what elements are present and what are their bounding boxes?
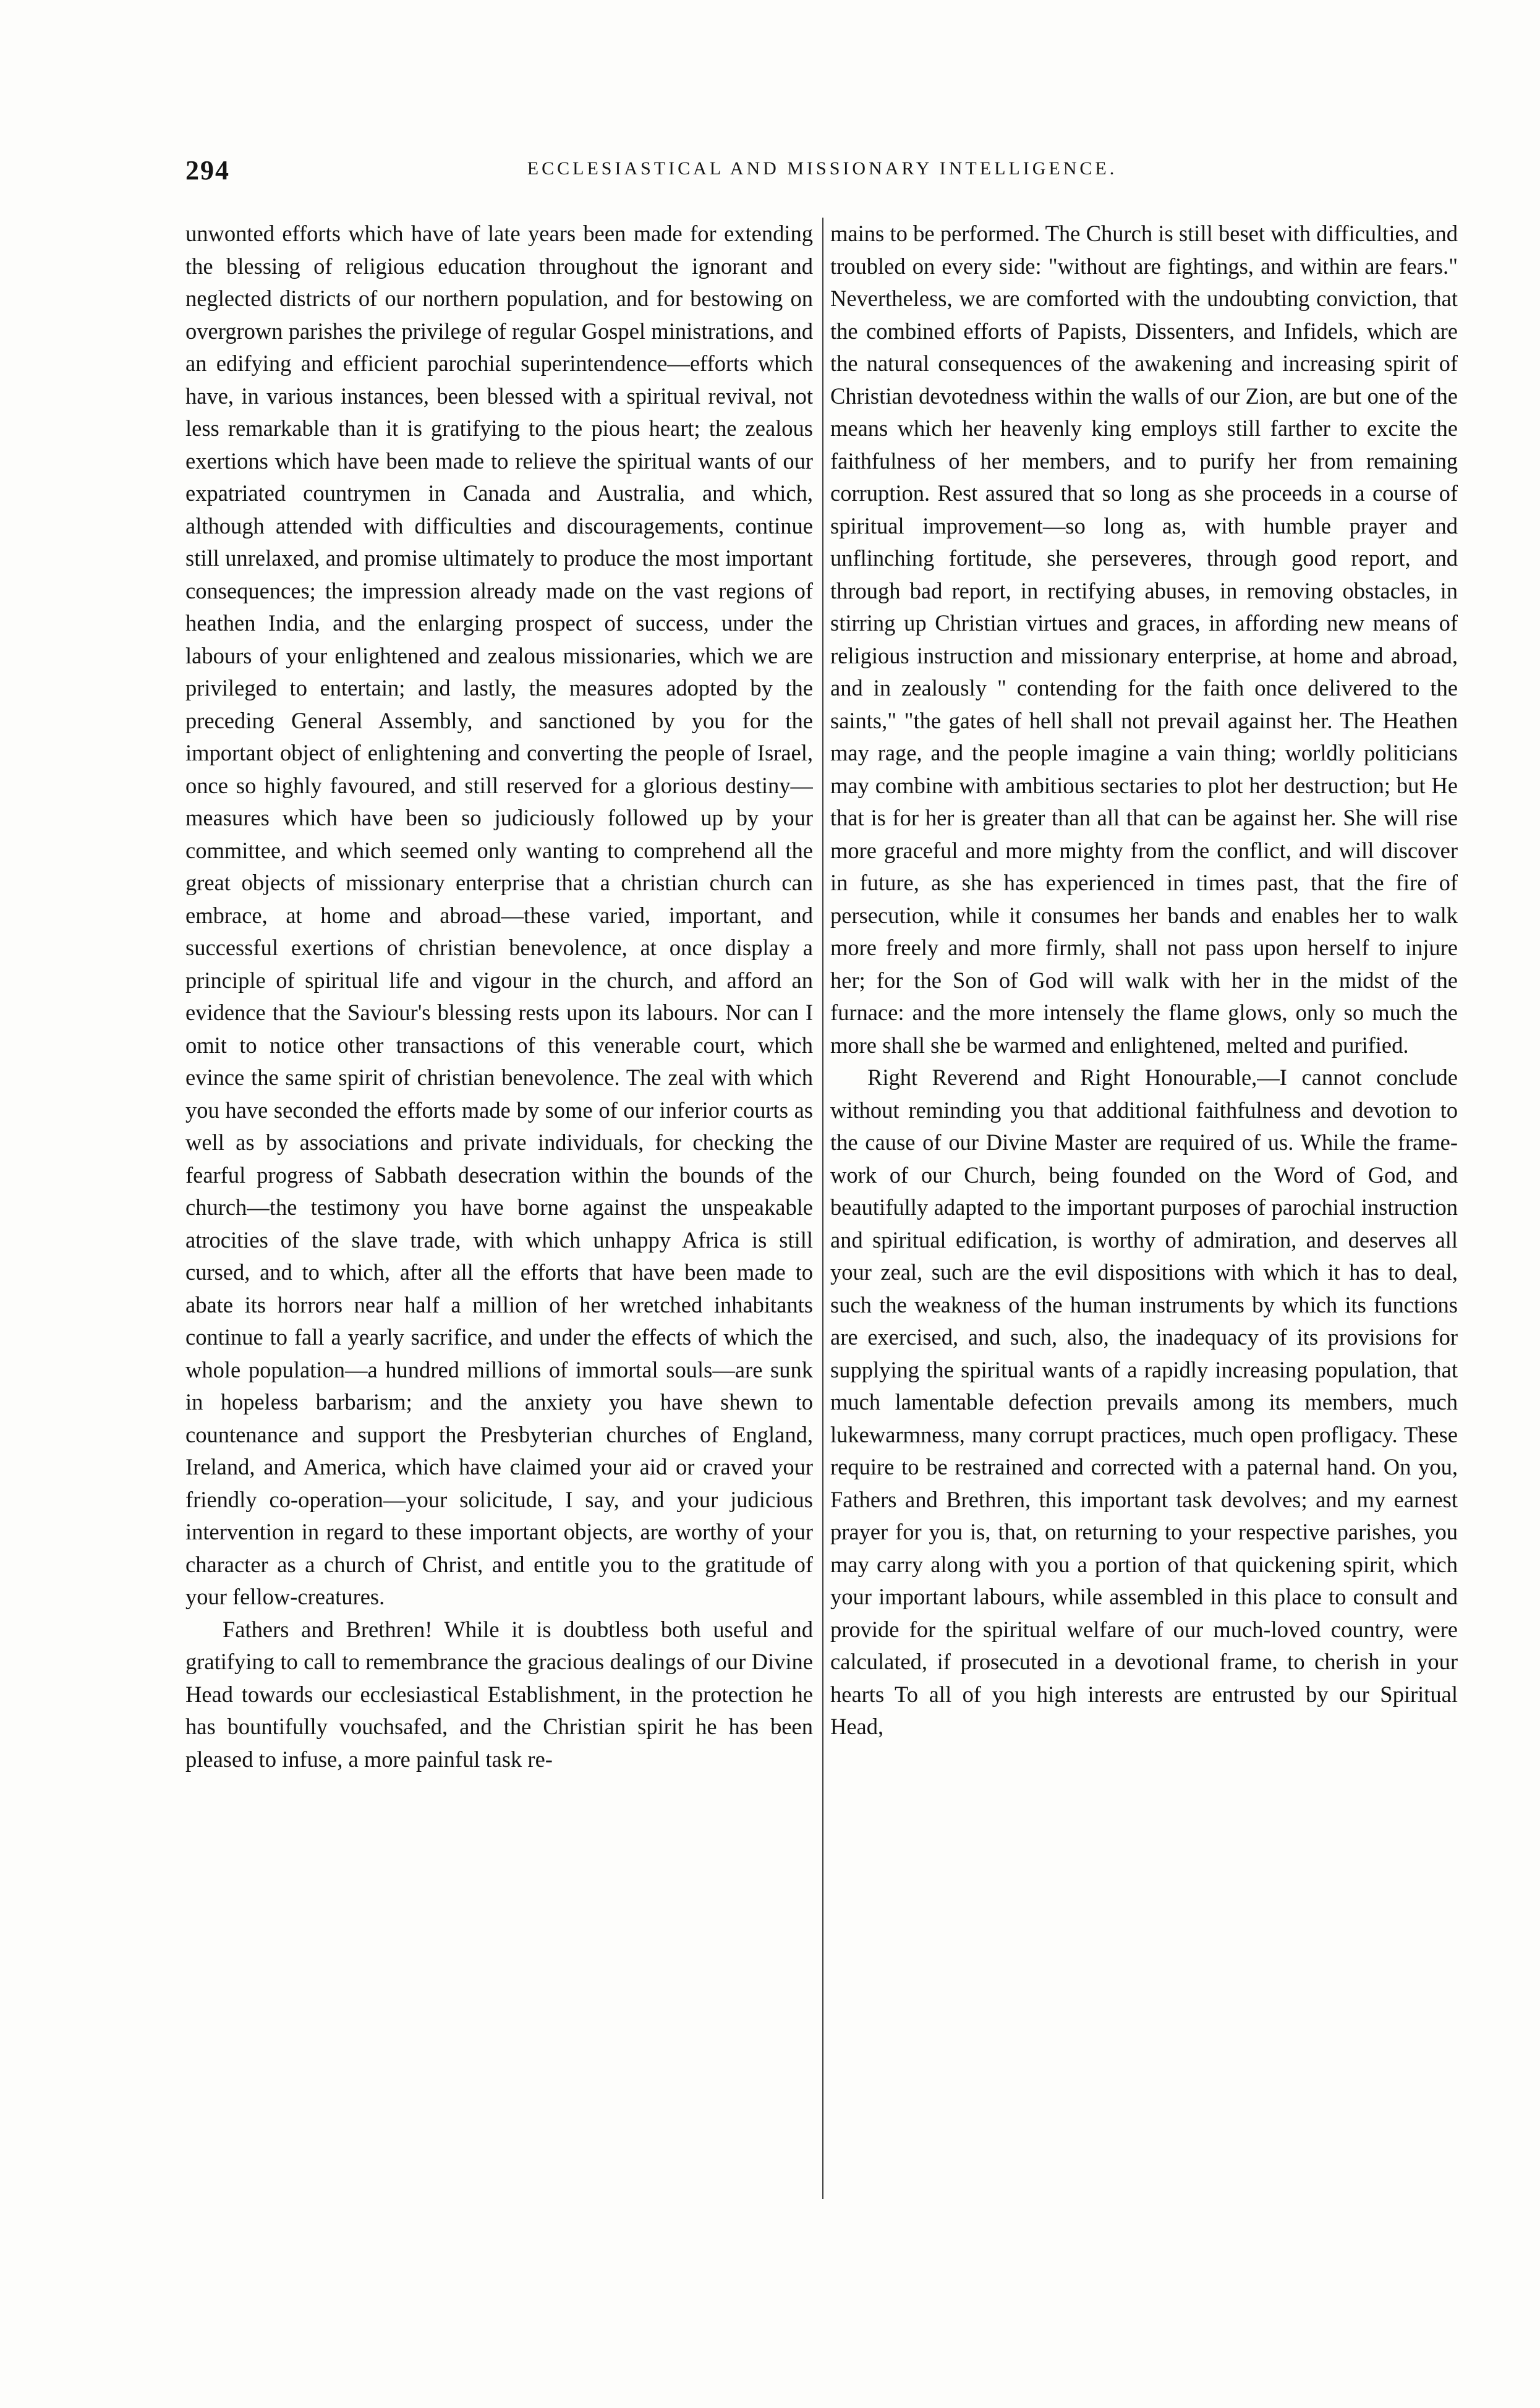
- running-head: [185, 155, 1459, 192]
- left-paragraph-2: Fathers and Brethren! While it is doubtless both useful and gratifying to call to remembrance the gracious dealings of our Divine Head towards our ecclesiastical Establishment, in the protection he has bountifully vouchsafed, and the Christian spirit he has been pleased to infuse, a more painful task re-: [185, 1616, 813, 1772]
- left-paragraph-1: unwonted efforts which have of late years been made for extending the blessing of religious education throughout the ignorant and neglected districts of our northern population, and for bestowing on overgrown parishes the privilege of regular Gospel ministrations, and an edifying and efficient parochial superintendence—efforts which have, in various instances, been blessed with a spiritual revival, not less remarkable than it is gratifying to the pious heart; the zealous exertions which have been made to relieve the spiritual wants of our expatriated countrymen in Canada and Australia, and which, although attended with difficulties and discouragements, continue still unrelaxed, and promise ultimately to produce the most important consequences; the impression already made on the vast regions of heathen India, and the enlarging prospect of success, under the labours of your enlightened and zealous missionaries, which we are privileged to entertain; and lastly, the measures adopted by the preceding General Assembly, and sanctioned by you for the important object of enlightening and converting the people of Israel, once so highly favoured, and still reserved for a glorious destiny—measures which have been so judiciously followed up by your committee, and which seemed only wanting to comprehend all the great objects of missionary enterprise that a christian church can embrace, at home and abroad—these varied, important, and successful exertions of christian benevolence, at once display a principle of spiritual life and vigour in the church, and afford an evidence that the Saviour's blessing rests upon its labours. Nor can I omit to notice other transactions of this venerable court, which evince the same spirit of christian benevolence. The zeal with which you have seconded the efforts made by some of our inferior courts as well as by associations and private individuals, for checking the fearful progress of Sabbath desecration within the bounds of the church—the testimony you have borne against the unspeakable atrocities of the slave trade, with which unhappy Africa is still cursed, and to which, after all the efforts that have been made to abate its horrors near half a million of her wretched inhabitants continue to fall a yearly sacrifice, and under the effects of which the whole population—a hundred millions of immortal souls—are sunk in hopeless barbarism; and the anxiety you have shewn to countenance and support the Presbyterian churches of England, Ireland, and America, which have claimed your aid or craved your friendly co-operation—your solicitude, I say, and your judicious intervention in regard to these important objects, are worthy of your character as a church of Christ, and entitle you to the gratitude of your fellow-creatures.: [185, 221, 813, 1609]
- right-paragraph-1: mains to be performed. The Church is still beset with difficulties, and troubled on every side: "without are fightings, and within are fears." Nevertheless, we are comforted with the undoubting conviction, that the combined efforts of Papists, Dissenters, and Infidels, which are the natural consequences of the awakening and increasing spirit of Christian devotedness within the walls of our Zion, are but one of the means which her heavenly king employs still farther to excite the faithfulness of her members, and to purify her from remaining corruption. Rest assured that so long as she proceeds in a course of spiritual improvement—so long as, with humble prayer and unflinching fortitude, she perseveres, through good report, and through bad report, in rectifying abuses, in removing obstacles, in stirring up Christian virtues and graces, in affording new means of religious instruction and missionary enterprise, at home and abroad, and in zealously " contending for the faith once delivered to the saints," "the gates of hell shall not prevail against her. The Heathen may rage, and the people imagine a vain thing; worldly politicians may combine with ambitious sectaries to plot her destruction; but He that is for her is greater than all that can be against her. She will rise more graceful and more mighty from the conflict, and will discover in future, as she has experienced in times past, that the fire of persecution, while it consumes her bands and enables her to walk more freely and more firmly, shall not pass upon herself to injure her; for the Son of God will walk with her in the midst of the furnace: and the more intensely the flame glows, only so much the more shall she be warmed and enlightened, melted and purified.: [830, 221, 1458, 1058]
- page-number: 294: [185, 155, 230, 185]
- running-title: ECCLESIASTICAL AND MISSIONARY INTELLIGENCE.: [527, 158, 1118, 179]
- right-paragraph-2: Right Reverend and Right Honourable,—I cannot conclude without reminding you that additional faithfulness and devotion to the cause of our Divine Master are required of us. While the frame-work of our Church, being founded on the Word of God, and beautifully adapted to the important purposes of parochial instruction and spiritual edification, is worthy of admiration, and deserves all your zeal, such are the evil dispositions with which it has to deal, such the weakness of the human instruments by which its functions are exercised, and such, also, the inadequacy of its provisions for supplying the spiritual wants of a rapidly increasing population, that much lamentable defection prevails among its members, much lukewarmness, many corrupt practices, much open profligacy. These require to be restrained and corrected with a paternal hand. On you, Fathers and Brethren, this important task devolves; and my earnest prayer for you is, that, on returning to your respective parishes, you may carry along with you a portion of that quickening spirit, which your important labours, while assembled in this place to consult and provide for the spiritual welfare of our much-loved country, were calculated, if prosecuted in a devotional frame, to cherish in your hearts To all of you high interests are entrusted by our Spiritual Head,: [830, 1065, 1458, 1739]
- left-column: [185, 218, 813, 2202]
- right-column: [830, 218, 1458, 2202]
- column-divider: [822, 218, 823, 2199]
